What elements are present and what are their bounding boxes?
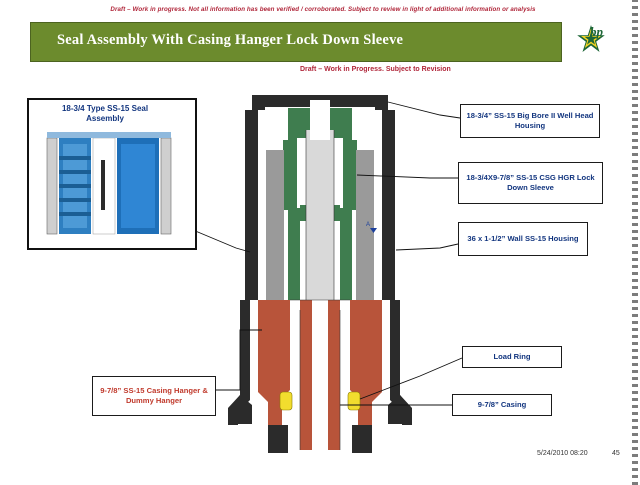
callout-load-ring: Load Ring [462,346,562,368]
callout-lock-down-sleeve: 18-3/4X9-7/8” SS-15 CSG HGR Lock Down Sleeve [458,162,603,204]
footer-page-number: 45 [612,450,620,457]
inset-label: 18-3/4 Type SS-15 Seal Assembly [61,104,149,124]
draft-note-top: Draft – Work in progress. Not all information has been verified / corroborated. Subject to review in light of additional information or analysis [110,6,536,13]
callout-wellhead-housing: 18-3/4” SS-15 Big Bore II Well Head Housing [460,104,600,138]
callout-wall-housing: 36 x 1-1/2” Wall SS-15 Housing [458,222,588,256]
bp-wordmark: bp [590,24,603,39]
scan-edge-artifact [632,0,638,485]
callout-casing-hanger: 9-7/8” SS-15 Casing Hanger & Dummy Hanger [92,376,216,416]
page-title: Seal Assembly With Casing Hanger Lock Down Sleeve [57,32,404,48]
svg-text:A: A [366,222,371,228]
footer-timestamp: 5/24/2010 08:20 [537,450,588,457]
draft-note-sub: Draft – Work in Progress. Subject to Revision [300,66,451,73]
callout-casing: 9-7/8” Casing [452,394,552,416]
